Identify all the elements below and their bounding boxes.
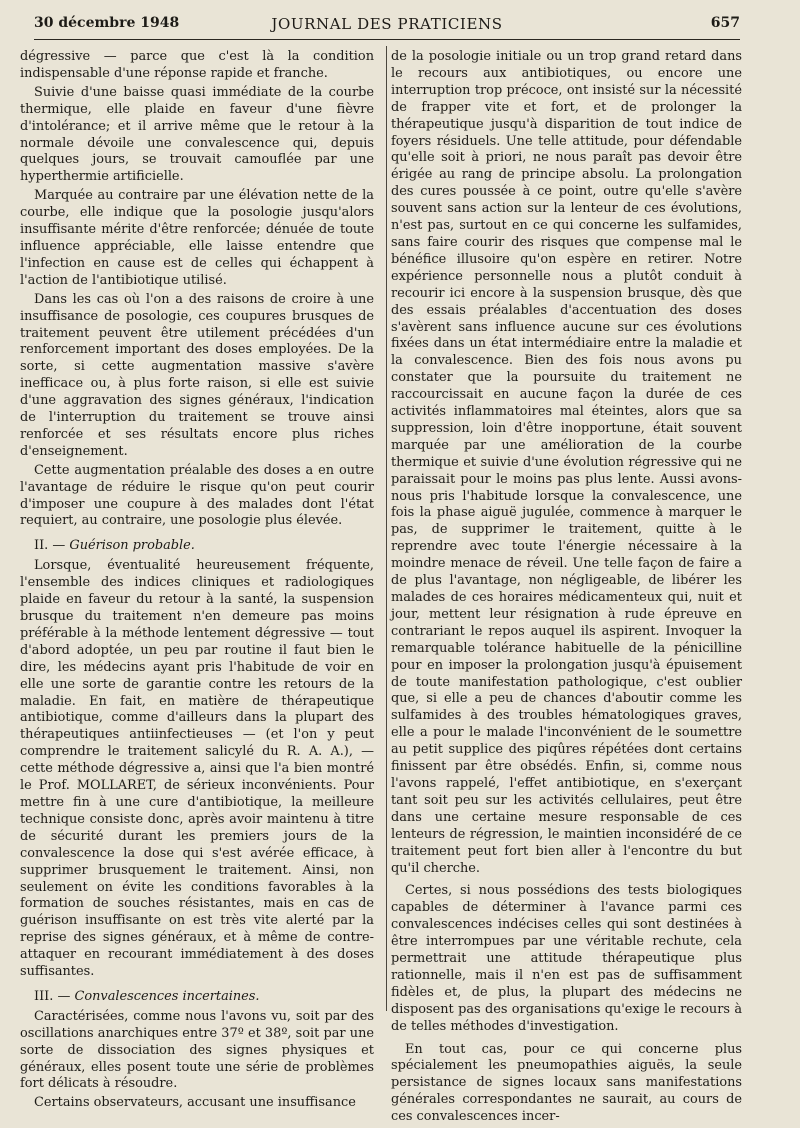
- paragraph: Lorsque, éventualité heureusement fréquente, l'ensemble des indices cliniques et radiologiques plaide en faveur du retour à la santé, la suspension brusque du traitement n'en demeure pas moins préférable à la méthode lentement dégressive — tout d'abord adoptée, un peu par routine il faut bien le dire, les médecins ayant pris l'habitude de voir en elle une sorte de garantie contre les retours de la maladie. En fait, en matière de thérapeutique antibiotique, comme d'ailleurs dans la plupart des thérapeutiques antiinfectieuses — (et l'on y peut comprendre le traitement salicylé du R. A. A.), — cette méthode dégressive a, ainsi que l'a bien montré le Prof. MOLLARET, de sérieux inconvénients. Pour mettre fin à une cure d'antibiotique, la meilleure technique consiste donc, après avoir maintenu à titre de sécurité durant les premiers jours de la convalescence la dose qui s'est avérée efficace, à supprimer brusquement le traitement. Ainsi, non seulement on évite les conditions favorables à la formation de souches résistantes, mais en cas de guérison insuffisante on est très vite alerté par la reprise des signes généraux, et à même de contre-attaquer en recourant immédiatement à des doses suffisantes.: [20, 558, 374, 980]
- right-column: [391, 49, 742, 1128]
- paragraph: Certains observateurs, accusant une insuffisance: [34, 1095, 356, 1111]
- paragraph: Caractérisées, comme nous l'avons vu, soit par des oscillations anarchiques entre 37º et 38º, soit par une sorte de dissociation des signes physiques et généraux, elles posent toute une série de problèmes fort délicats à résoudre.: [20, 1008, 374, 1092]
- section-heading-3: [20, 989, 374, 1006]
- paragraph: En tout cas, pour ce qui concerne plus spécialement les pneumopathies aiguës, la seule persistance de signes locaux sans manifestations générales correspondantes ne saurait, au cours de ces convalescences incer-: [391, 1041, 742, 1125]
- paragraph: dégressive — parce que c'est là la condition indispensable d'une réponse rapide et franche.: [20, 49, 374, 81]
- paragraph: Marquée au contraire par une élévation nette de la courbe, elle indique que la posologie jusqu'alors insuffisante mérite d'être renforcée; dénuée de toute influence appréciable, elle laisse entendre que l'infection en cause est de celles qui échappent à l'action de l'antibiotique utilisé.: [20, 188, 374, 288]
- paragraph: Certes, si nous possédions des tests biologiques capables de déterminer à l'avance parmi ces convalescences indécises celles qui sont destinées à être interrompues par une véritable rechute, cela permettrait une attitude thérapeutique plus rationnelle, mais il n'en est pas de suffisamment fidèles et, de plus, la plupart des médecins ne disposent pas des organisations qu'exige le recours à de telles méthodes d'investigation.: [391, 883, 742, 1034]
- section-title: Convalescences incertaines.: [74, 988, 260, 1004]
- section-title: Guérison probable.: [69, 538, 195, 554]
- section-number: III. —: [34, 988, 71, 1004]
- paragraph: Dans les cas où l'on a des raisons de croire à une insuffisance de posologie, ces coupures brusques de traitement peuvent être utilement précédées d'un renforcement important des doses employées. De la sorte, si cette augmentation massive s'avère inefficace ou, à plus forte raison, si elle est suivie d'une aggravation des signes généraux, l'indication de l'interruption du traitement se trouve ainsi renforcée et ses résultats encore plus riches d'enseignement.: [20, 291, 374, 459]
- page-header: [34, 13, 740, 40]
- section-number: II. —: [34, 538, 66, 554]
- column-divider: [386, 46, 387, 1011]
- paragraph: Cette augmentation préalable des doses a en outre l'avantage de réduire le risque qu'on peut courir d'imposer une coupure à des malades dont l'état requiert, au contraire, une posologie plus élevée.: [20, 462, 374, 529]
- page-number: 657: [710, 15, 740, 31]
- paragraph: Suivie d'une baisse quasi immédiate de la courbe thermique, elle plaide en faveur d'une fièvre d'intolérance; et il arrive même que le retour à la normale dévoile une convalescence qui, depuis quelques jours, se trouvait camouflée par une hyperthermie artificielle.: [20, 84, 374, 185]
- paragraph: de la posologie initiale ou un trop grand retard dans le recours aux antibiotiques, ou encore une interruption trop précoce, ont insisté sur la nécessité de frapper vite et fort, et de prolonger la thérapeutique jusqu'à disparition de tout indice de foyers résiduels. Une telle attitude, pour défendable qu'elle soit à priori, ne nous paraît pas devoir être érigée au rang de principe absolu. La prolongation des cures poussée à ce point, outre qu'elle s'avère souvent sans action sur la lenteur de ces évolutions, n'est pas, surtout en ce qui concerne les sulfamides, sans faire courir des risques que compense mal le bénéfice illusoire qu'on espère en retirer. Notre expérience personnelle nous a plutôt conduit à recourir ici encore à la suspension brusque, dès que des essais préalables d'accentuation des doses s'avèrent sans influence aucune sur ces évolutions fixées dans un état intermédiaire entre la maladie et la convalescence. Bien des fois nous avons pu constater que la poursuite du traitement ne raccourcissait en aucune façon la durée de ces activités inflammatoires mal éteintes, alors que sa suppression, loin d'être inopportune, était souvent marquée par une amélioration de la courbe thermique et suivie d'une évolution régressive qui ne paraissait pour le moins pas plus lente. Aussi avons-nous pris l'habitude lorsque la convalescence, une fois la phase aiguë jugulée, commence à marquer le pas, de supprimer le traitement, quitte à le reprendre avec toute l'énergie nécessaire à la moindre menace de réveil. Une telle façon de faire a de plus l'avantage, non négligeable, de libérer les malades de ces horaires médicamenteux qui, nuit et jour, mettent leur résignation à rude épreuve en contrariant le repos auquel ils aspirent. Invoquer la remarquable tolérance habituelle de la pénicilline pour en imposer la prolongation jusqu'à épuisement de toute manifestation pathologique, c'est oublier que, si elle a peu de chances d'aboutir comme les sulfamides à des troubles hématologiques graves, elle a pour le malade l'inconvénient de le soumettre au petit supplice des piqûres répétées dont certains finissent par être obsédés. Enfin, si, comme nous l'avons rappelé, l'effet antibiotique, en s'exerçant tant soit peu sur les activités cellulaires, peut être dans une certaine mesure responsable de ces lenteurs de régression, le maintien inconsidéré de ce traitement peut fort bien aller à l'encontre du but qu'il cherche.: [391, 49, 742, 876]
- journal-title: JOURNAL DES PRATICIENS: [271, 15, 503, 33]
- header-date: 30 décembre 1948: [34, 15, 180, 31]
- section-heading-2: [20, 538, 374, 555]
- left-column: [20, 49, 374, 1114]
